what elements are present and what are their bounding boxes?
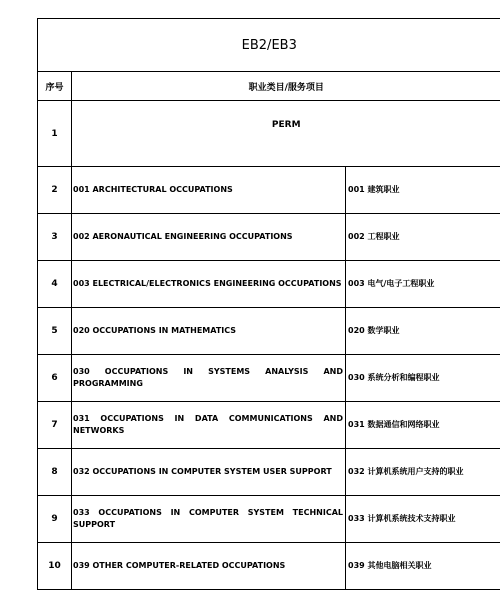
occupation-cn: 039 其他电脑相关职业 (346, 543, 500, 590)
table-row (38, 402, 500, 449)
table-row (38, 449, 500, 496)
row-number: 6 (38, 355, 72, 402)
row-number: 2 (38, 167, 72, 214)
row-number: 3 (38, 214, 72, 261)
occupation-en: 031 OCCUPATIONS IN DATA COMMUNICATIONS AND NETWORKS (72, 402, 346, 449)
occupation-cn: 030 系统分析和编程职业 (346, 355, 500, 402)
occupation-en: 039 OTHER COMPUTER-RELATED OCCUPATIONS (72, 543, 346, 590)
table-title: EB2/EB3 (38, 19, 500, 72)
occupation-cn: 033 计算机系统技术支持职业 (346, 496, 500, 543)
header-row (38, 72, 500, 101)
table-row (38, 308, 500, 355)
header-num: 序号 (38, 72, 72, 101)
table-row (38, 167, 500, 214)
row-number: 10 (38, 543, 72, 590)
perm-row (38, 101, 500, 167)
row-number: 1 (38, 101, 72, 167)
occupation-en: 033 OCCUPATIONS IN COMPUTER SYSTEM TECHNICAL SUPPORT (72, 496, 346, 543)
occupation-cn: 031 数据通信和网络职业 (346, 402, 500, 449)
occupation-en: 002 AERONAUTICAL ENGINEERING OCCUPATIONS (72, 214, 346, 261)
table-row (38, 261, 500, 308)
occupation-cn: 032 计算机系统用户支持的职业 (346, 449, 500, 496)
title-row (38, 19, 500, 72)
table-row (38, 214, 500, 261)
row-number: 7 (38, 402, 72, 449)
header-category: 职业类目/服务项目 (72, 72, 500, 101)
occupation-table (37, 18, 500, 590)
row-number: 4 (38, 261, 72, 308)
occupation-en: 001 ARCHITECTURAL OCCUPATIONS (72, 167, 346, 214)
occupation-cn: 020 数学职业 (346, 308, 500, 355)
row-number: 9 (38, 496, 72, 543)
occupation-en: 003 ELECTRICAL/ELECTRONICS ENGINEERING OCCUPATIONS (72, 261, 346, 308)
occupation-cn: 003 电气/电子工程职业 (346, 261, 500, 308)
occupation-cn: 001 建筑职业 (346, 167, 500, 214)
table-row (38, 543, 500, 590)
row-number: 8 (38, 449, 72, 496)
table-row (38, 355, 500, 402)
perm-label: PERM (72, 101, 500, 167)
occupation-cn: 002 工程职业 (346, 214, 500, 261)
occupation-en: 020 OCCUPATIONS IN MATHEMATICS (72, 308, 346, 355)
row-number: 5 (38, 308, 72, 355)
occupation-en: 032 OCCUPATIONS IN COMPUTER SYSTEM USER SUPPORT (72, 449, 346, 496)
table-row (38, 496, 500, 543)
occupation-en: 030 OCCUPATIONS IN SYSTEMS ANALYSIS AND PROGRAMMING (72, 355, 346, 402)
